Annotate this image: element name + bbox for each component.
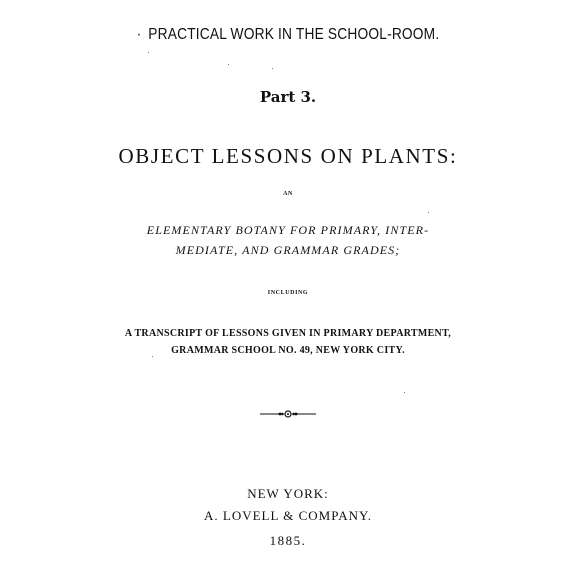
bullet-dot-icon: · [136,26,142,43]
transcript-line-2: GRAMMAR SCHOOL NO. 49, NEW YORK CITY. [171,345,405,356]
subtitle-line-2: MEDIATE, AND GRAMMAR GRADES; [175,243,401,257]
imprint-city: NEW YORK: [247,486,329,501]
paper-speck [428,212,429,213]
connector-an: AN [283,191,293,197]
paper-speck [152,356,153,357]
imprint-year: 1885. [269,533,307,548]
series-heading [40,26,535,44]
printer-ornament-rule-icon [258,408,318,420]
paper-speck [404,392,405,393]
transcript-line-1: A TRANSCRIPT OF LESSONS GIVEN IN PRIMARY DEPARTMENT, [124,328,452,339]
paper-speck [148,52,149,53]
book-title: OBJECT LESSONS ON PLANTS: [118,144,458,168]
paper-speck [228,64,229,65]
connector-including: INCLUDING [267,290,309,296]
paper-speck [272,68,273,69]
imprint-publisher: A. LOVELL & COMPANY. [204,508,372,523]
subtitle-line-1: ELEMENTARY BOTANY FOR PRIMARY, INTER- [146,223,430,237]
series-heading-text: PRACTICAL WORK IN THE SCHOOL-ROOM. [148,26,440,43]
part-number: Part 3. [259,88,317,106]
